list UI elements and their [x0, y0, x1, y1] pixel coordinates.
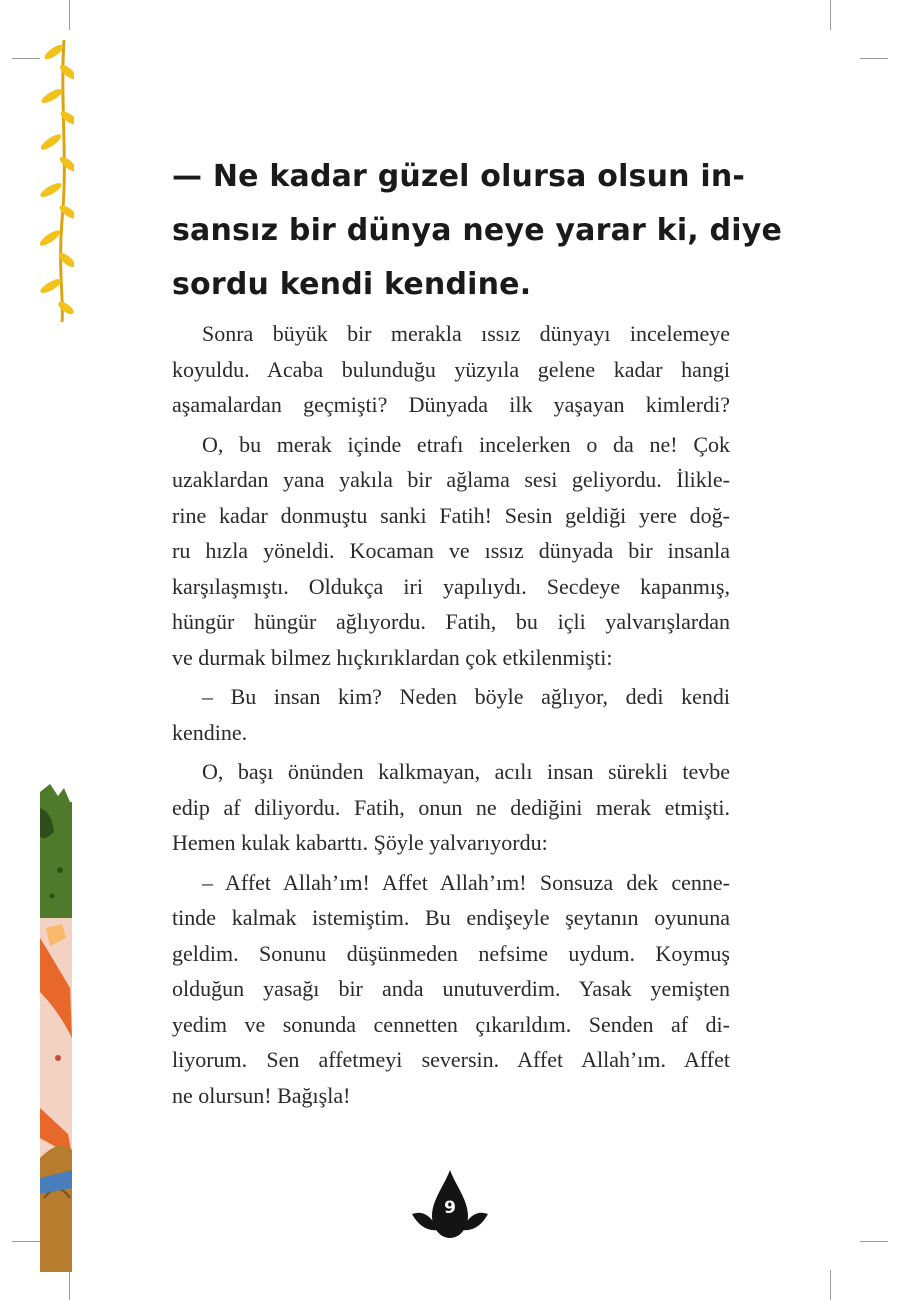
text-line: O, başı önünden kalkmayan, acılı insan sürekli tevbe	[202, 759, 730, 784]
paragraph	[172, 316, 730, 423]
text-line: kendine.	[172, 719, 248, 745]
body-text	[172, 316, 730, 1117]
text-line: aşamalardan geçmişti? Dünyada ilk yaşayan kimlerdi?	[172, 392, 730, 417]
text-line: ve durmak bilmez hıçkırıklardan çok etkilenmişti:	[172, 644, 613, 670]
crop-mark-top-left-v	[69, 0, 70, 30]
crop-mark-top-right-h	[860, 58, 888, 59]
heading-line: sordu kendi kendine.	[172, 267, 532, 302]
page-number-ornament	[410, 1168, 490, 1242]
heading-line: — Ne kadar güzel olursa olsun in-	[172, 159, 746, 194]
crop-mark-bottom-left-v	[69, 1270, 70, 1300]
crop-mark-bottom-left-h	[12, 1241, 40, 1242]
crop-mark-top-left-h	[12, 58, 40, 59]
text-line: liyorum. Sen affetmeyi seversin. Affet Allah’ım. Affet	[172, 1047, 730, 1072]
text-line: karşılaşmıştı. Oldukça iri yapılıydı. Secdeye kapanmış,	[172, 573, 730, 599]
paragraph	[172, 865, 730, 1114]
text-line: hüngür hüngür ağlıyordu. Fatih, bu içli yalvarışlardan	[172, 609, 730, 634]
text-line: rine kadar donmuştu sanki Fatih! Sesin geldiği yere doğ-	[172, 502, 730, 528]
text-line: koyuldu. Acaba bulunduğu yüzyıla gelene kadar hangi	[172, 356, 730, 382]
text-line: O, bu merak içinde etrafı incelerken o da ne! Çok	[202, 431, 730, 457]
text-line: edip af diliyordu. Fatih, onun ne dediğini merak etmişti.	[172, 794, 730, 820]
text-line: uzaklardan yana yakıla bir ağlama sesi geliyordu. İlikle-	[172, 467, 730, 492]
crop-mark-bottom-right-h	[860, 1241, 888, 1242]
crop-mark-top-right-v	[830, 0, 831, 30]
text-line: Sonra büyük bir merakla ıssız dünyayı incelemeye	[202, 321, 730, 346]
paragraph	[172, 427, 730, 676]
crop-mark-bottom-right-v	[830, 1270, 831, 1300]
chapter-dialogue-heading	[172, 150, 782, 312]
text-line: ne olursun! Bağışla!	[172, 1082, 351, 1108]
text-line: ru hızla yöneldi. Kocaman ve ıssız dünyada bir insanla	[172, 538, 730, 563]
page-number: 9	[444, 1198, 456, 1218]
text-line: geldim. Sonunu düşünmeden nefsime uydum. Koymuş	[172, 940, 730, 966]
text-line: – Bu insan kim? Neden böyle ağlıyor, dedi kendi	[202, 684, 730, 709]
text-line: – Affet Allah’ım! Affet Allah’ım! Sonsuza dek cenne-	[202, 869, 730, 895]
cartoon-character-illustration	[40, 778, 72, 1272]
paragraph	[172, 754, 730, 861]
text-line: olduğun yasağı bir anda unutuverdim. Yasak yemişten	[172, 976, 730, 1001]
paragraph	[172, 679, 730, 750]
leaf-branch-illustration	[38, 40, 74, 322]
text-line: yedim ve sonunda cennetten çıkarıldım. Senden af di-	[172, 1011, 730, 1037]
text-line: tinde kalmak istemiştim. Bu endişeyle şeytanın oyununa	[172, 905, 730, 930]
heading-line: sansız bir dünya neye yarar ki, diye	[172, 213, 782, 248]
text-line: Hemen kulak kabarttı. Şöyle yalvarıyordu:	[172, 830, 548, 855]
